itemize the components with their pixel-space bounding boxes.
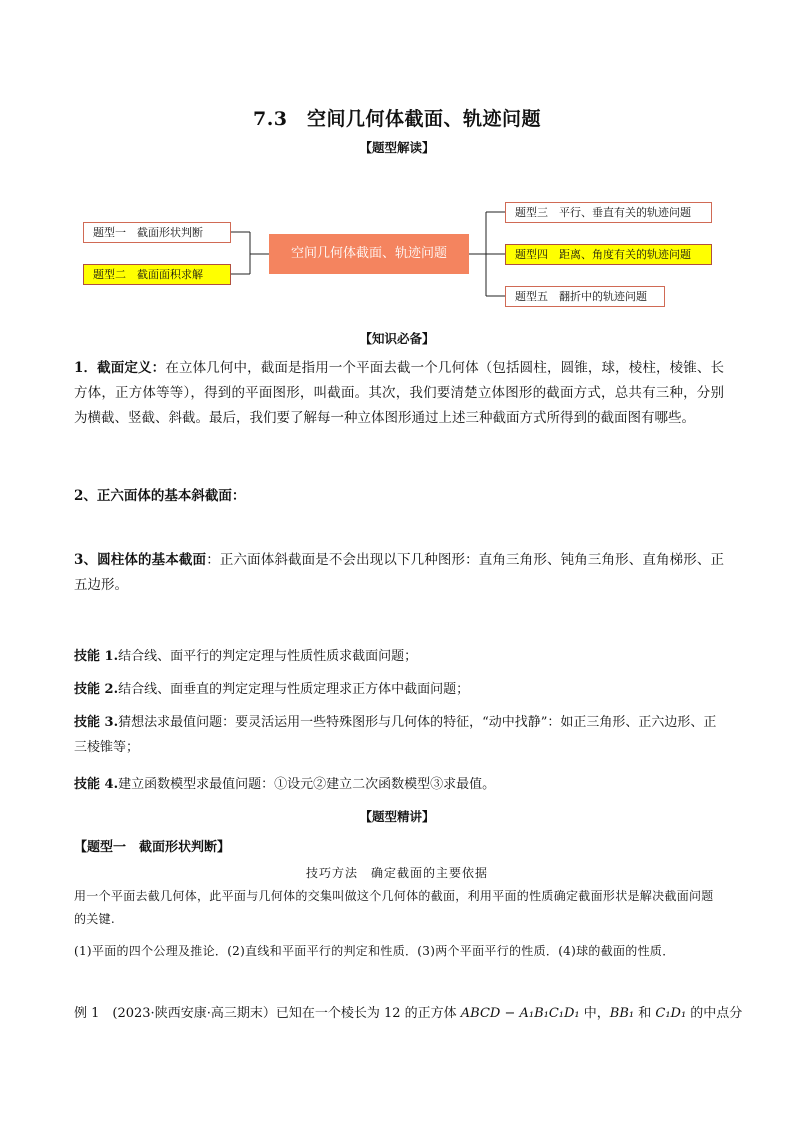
example-1 bbox=[74, 1002, 743, 1026]
mindmap-node-type4: 题型四 距离、角度有关的轨迹问题 bbox=[505, 244, 712, 265]
cylinder-section-text: ：正六面体斜截面是不会出现以下几种图形：直角三角形、钝角三角形、直角梯形、正五边形。 bbox=[74, 552, 724, 593]
mindmap-node-type2: 题型二 截面面积求解 bbox=[83, 264, 231, 285]
section-lecture-heading: 【题型精讲】 bbox=[359, 809, 435, 824]
skill-3 bbox=[74, 710, 724, 760]
method-title: 技巧方法 确定截面的主要依据 bbox=[305, 866, 488, 880]
cylinder-section-paragraph bbox=[74, 548, 724, 598]
definition-label: 1．截面定义： bbox=[74, 360, 166, 376]
example-1-source: 例 1 (2023·陕西安康·高三期末）已知在一个棱长为 12 的正方体 bbox=[74, 1006, 461, 1021]
skill-2-text: 结合线、面垂直的判定定理与性质定理求正方体中截面问题； bbox=[118, 682, 470, 697]
page-title: 7.3 空间几何体截面、轨迹问题 bbox=[252, 108, 542, 130]
skill-2-label: 技能 2. bbox=[74, 682, 119, 697]
skill-4-text: 建立函数模型求最值问题：①设元②建立二次函数模型③求最值。 bbox=[118, 777, 496, 792]
type1-heading: 【题型一 截面形状判断】 bbox=[74, 840, 231, 855]
skill-1-text: 结合线、面平行的判定定理与性质性质求截面问题； bbox=[118, 649, 418, 664]
skill-3-label: 技能 3. bbox=[74, 715, 119, 730]
section-knowledge-heading: 【知识必备】 bbox=[359, 331, 435, 346]
method-paragraph-1: 用一个平面去截几何体，此平面与几何体的交集叫做这个几何体的截面，利用平面的性质确定截面形状是解决截面问题的关键. bbox=[74, 889, 714, 926]
example-1-text-a: 中， bbox=[579, 1006, 610, 1021]
skill-4 bbox=[74, 772, 724, 797]
example-1-text-b: 和 bbox=[634, 1006, 656, 1021]
skill-3-text: 猜想法求最值问题：要灵活运用一些特殊图形与几何体的特征，“动中找静”：如正三角形、正六边形、正三棱锥等； bbox=[74, 715, 717, 755]
definition-text: 在立体几何中，截面是指用一个平面去截一个几何体（包括圆柱，圆锥，球，棱柱，棱锥、长方体，正方体等等），得到的平面图形，叫截面。其次，我们要清楚立体图形的截面方式，总共有三种，分别为横截、竖截、斜截。最后，我们要了解每一种立体图形通过上述三种截面方式所得到的截面图有哪些。 bbox=[74, 360, 724, 426]
method-paragraph-2: (1)平面的四个公理及推论．(2)直线和平面平行的判定和性质．(3)两个平面平行的性质．(4)球的截面的性质． bbox=[74, 944, 675, 958]
cube-name: ABCD − A₁B₁C₁D₁ bbox=[460, 1006, 580, 1021]
segment-c1d1: C₁D₁ bbox=[655, 1006, 687, 1021]
skill-2 bbox=[74, 677, 724, 702]
skill-4-label: 技能 4. bbox=[74, 777, 119, 792]
skill-1-label: 技能 1. bbox=[74, 649, 119, 664]
segment-bb1: BB₁ bbox=[609, 1006, 635, 1021]
mindmap-node-type1: 题型一 截面形状判断 bbox=[83, 222, 231, 243]
cylinder-section-label: 3、圆柱体的基本截面 bbox=[74, 552, 207, 568]
definition-paragraph bbox=[74, 356, 724, 431]
mindmap-node-type3: 题型三 平行、垂直有关的轨迹问题 bbox=[505, 202, 712, 223]
mindmap-node-type5: 题型五 翻折中的轨迹问题 bbox=[505, 286, 665, 307]
cube-section-heading bbox=[74, 484, 724, 509]
example-1-text-c: 的中点分 bbox=[686, 1006, 743, 1021]
mindmap-center-node: 空间几何体截面、轨迹问题 bbox=[269, 234, 469, 274]
cube-section-label: 2、正六面体的基本斜截面： bbox=[74, 488, 246, 504]
skill-1 bbox=[74, 644, 724, 669]
section-interpret-heading: 【题型解读】 bbox=[359, 140, 435, 155]
